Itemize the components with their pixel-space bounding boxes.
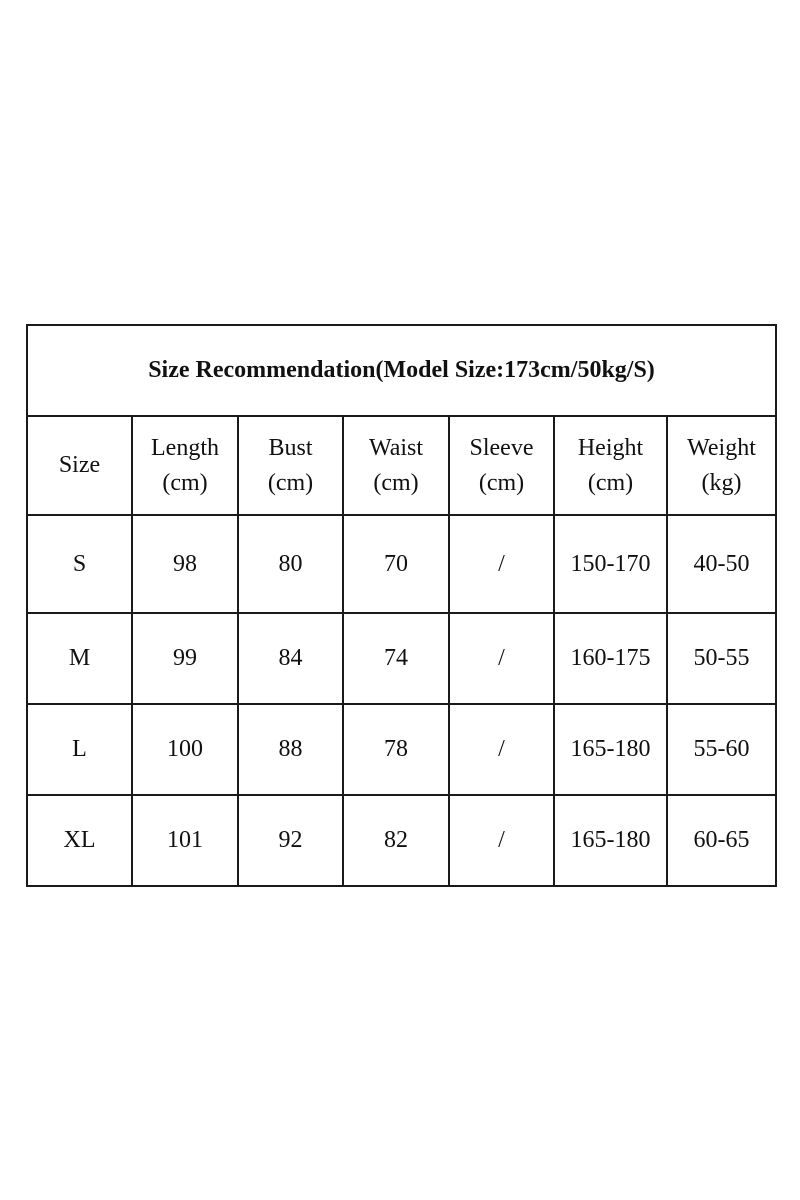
column-header-size [27,416,132,515]
column-header-length [132,416,238,515]
table-cell: 80 [238,515,343,613]
column-header-bust [238,416,343,515]
table-cell: 150-170 [554,515,667,613]
column-header-label: Bust [268,434,313,461]
column-header-unit: (cm) [587,469,634,496]
column-header-label: Size [58,452,101,478]
column-header-waist [343,416,449,515]
table-cell: / [449,795,554,886]
column-header-label: Waist [368,434,424,461]
table-cell: 50-55 [667,613,776,704]
table-cell: 165-180 [554,795,667,886]
size-recommendation-table [26,324,777,887]
column-header-sleeve [449,416,554,515]
column-header-label: Length [151,434,219,461]
table-cell: 165-180 [554,704,667,795]
column-header-unit: (cm) [373,469,419,496]
table-row [27,704,776,795]
table-cell: / [449,613,554,704]
table-cell: / [449,704,554,795]
table-cell: 88 [238,704,343,795]
table-cell: 100 [132,704,238,795]
table-cell: 84 [238,613,343,704]
table-cell: 60-65 [667,795,776,886]
table-cell: 74 [343,613,449,704]
table-cell: 98 [132,515,238,613]
column-header-unit: (cm) [478,469,525,496]
column-header-label: Weight [687,434,756,461]
table-cell: / [449,515,554,613]
table-cell: 82 [343,795,449,886]
table-row [27,613,776,704]
table-cell: XL [27,795,132,886]
column-header-label: Height [577,434,644,461]
table-cell: 92 [238,795,343,886]
table-cell: 55-60 [667,704,776,795]
table-row [27,795,776,886]
column-header-height [554,416,667,515]
column-header-unit: (cm) [267,469,314,496]
column-header-weight [667,416,776,515]
table-cell: 70 [343,515,449,613]
table-row [27,515,776,613]
table-cell: 101 [132,795,238,886]
table-title: Size Recommendation(Model Size:173cm/50kg/S) [27,325,776,416]
column-header-unit: (kg) [701,469,742,496]
table-cell: 99 [132,613,238,704]
header-row [27,416,776,515]
column-header-unit: (cm) [162,469,208,496]
table-cell: 40-50 [667,515,776,613]
table-cell: L [27,704,132,795]
table-cell: M [27,613,132,704]
table-cell: S [27,515,132,613]
table-cell: 160-175 [554,613,667,704]
table-cell: 78 [343,704,449,795]
column-header-label: Sleeve [469,434,534,461]
